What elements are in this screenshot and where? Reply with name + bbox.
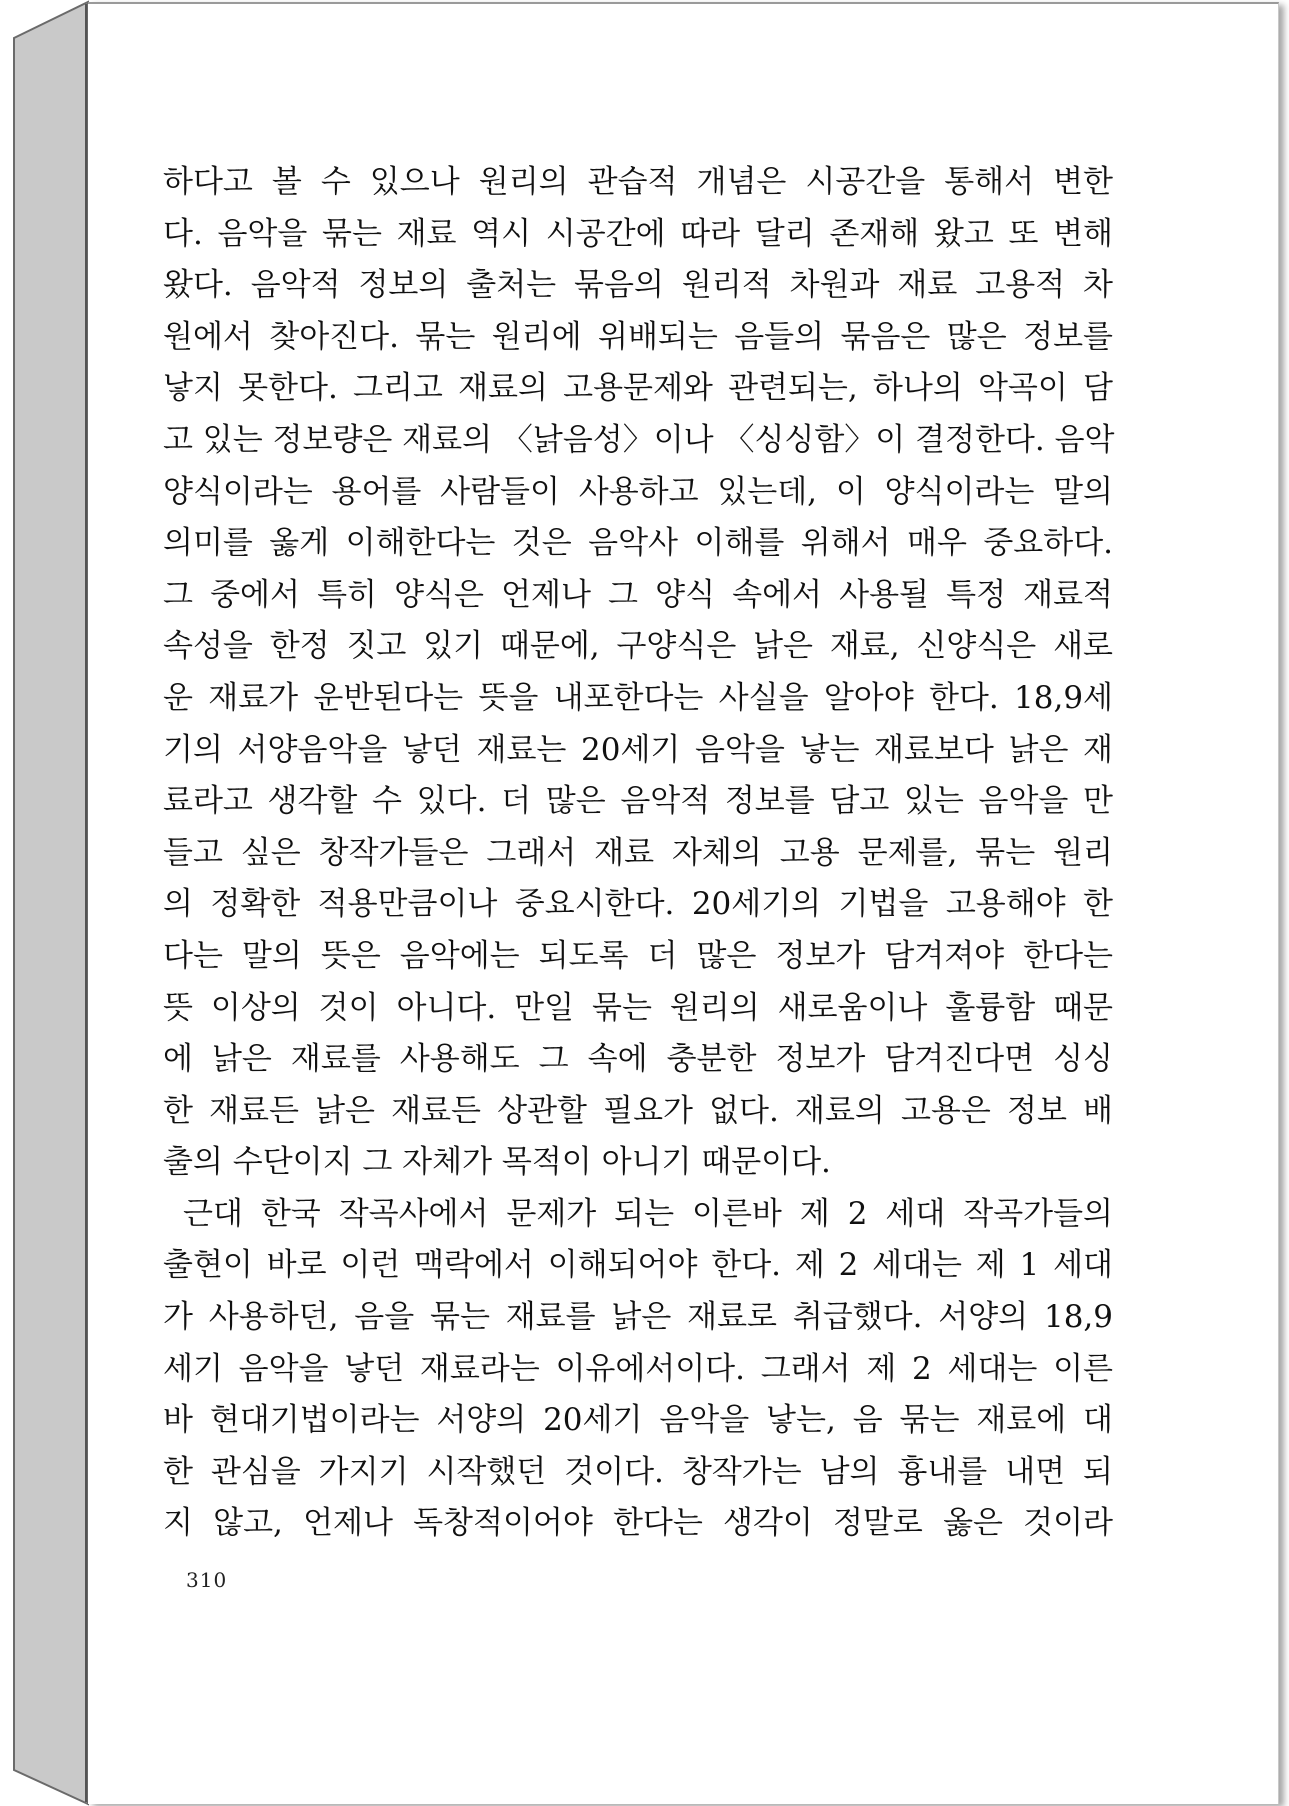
text-line: 의 정확한 적용만큼이나 중요시한다. 20세기의 기법을 고용해야 한 — [163, 886, 1113, 923]
text-line: 세기 음악을 낳던 재료라는 이유에서이다. 그래서 제 2 세대는 이른 — [163, 1350, 1113, 1387]
text-line: 바 현대기법이라는 서양의 20세기 음악을 낳는, 음 묶는 재료에 대 — [163, 1402, 1113, 1439]
text-line: 기의 서양음악을 낳던 재료는 20세기 음악을 낳는 재료보다 낡은 재 — [163, 731, 1113, 768]
text-line: 출의 수단이지 그 자체가 목적이 아니기 때문이다. — [163, 1144, 831, 1181]
text-line: 왔다. 음악적 정보의 출처는 묶음의 원리적 차원과 재료 고용적 차 — [163, 267, 1113, 304]
text-line: 다는 말의 뜻은 음악에는 되도록 더 많은 정보가 담겨져야 한다는 — [163, 937, 1113, 974]
text-line: 뜻 이상의 것이 아니다. 만일 묶는 원리의 새로움이나 훌륭함 때문 — [163, 989, 1113, 1026]
text-line: 에 낡은 재료를 사용해도 그 속에 충분한 정보가 담겨진다면 싱싱 — [163, 1041, 1113, 1078]
text-line: 그 중에서 특히 양식은 언제나 그 양식 속에서 사용될 특정 재료적 — [163, 576, 1113, 613]
text-line: 가 사용하던, 음을 묶는 재료를 낡은 재료로 취급했다. 서양의 18,9 — [163, 1299, 1113, 1336]
text-line: 낳지 못한다. 그리고 재료의 고용문제와 관련되는, 하나의 악곡이 담 — [163, 370, 1113, 407]
text-line: 운 재료가 운반된다는 뜻을 내포한다는 사실을 알아야 한다. 18,9세 — [163, 679, 1113, 716]
text-line: 지 않고, 언제나 독창적이어야 한다는 생각이 정말로 옳은 것이라 — [163, 1505, 1113, 1542]
text-line: 한 관심을 가지기 시작했던 것이다. 창작가는 남의 흉내를 내면 되 — [163, 1453, 1113, 1490]
text-line: 의미를 옳게 이해한다는 것은 음악사 이해를 위해서 매우 중요하다. — [163, 525, 1113, 562]
body-text — [163, 157, 1113, 1550]
text-line: 출현이 바로 이런 맥락에서 이해되어야 한다. 제 2 세대는 제 1 세대 — [163, 1247, 1113, 1284]
text-line: 하다고 볼 수 있으나 원리의 관습적 개념은 시공간을 통해서 변한 — [163, 164, 1113, 200]
text-line: 고 있는 정보량은 재료의 〈낡음성〉이나 〈싱싱함〉이 결정한다. 음악 — [163, 421, 1115, 458]
text-line: 원에서 찾아진다. 묶는 원리에 위배되는 음들의 묶음은 많은 정보를 — [163, 318, 1113, 355]
text-line: 다. 음악을 묶는 재료 역시 시공간에 따라 달리 존재해 왔고 또 변해 — [163, 215, 1113, 252]
text-line: 한 재료든 낡은 재료든 상관할 필요가 없다. 재료의 고용은 정보 배 — [163, 1092, 1113, 1129]
text-line: 들고 싶은 창작가들은 그래서 재료 자체의 고용 문제를, 묶는 원리 — [163, 834, 1113, 871]
page-number: 310 — [186, 1568, 228, 1592]
text-line: 속성을 한정 짓고 있기 때문에, 구양식은 낡은 재료, 신양식은 새로 — [163, 628, 1113, 665]
text-line: 료라고 생각할 수 있다. 더 많은 음악적 정보를 담고 있는 음악을 만 — [163, 783, 1113, 820]
text-line: 양식이라는 용어를 사람들이 사용하고 있는데, 이 양식이라는 말의 — [163, 473, 1113, 510]
text-line: 근대 한국 작곡사에서 문제가 되는 이른바 제 2 세대 작곡가들의 — [183, 1195, 1113, 1232]
